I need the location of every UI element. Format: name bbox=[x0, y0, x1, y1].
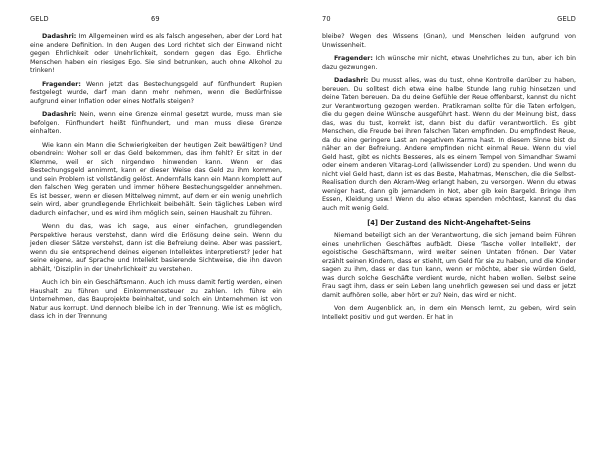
paragraph-text: Niemand beteiligt sich an der Verantwortung, die sich jemand beim Führen eines unehrlichen Geschäftes aufbädt. Diese 'Tasche voller Intellekt', der egoistische Geschäftsmann, wird weiter seinen Untaten frönen. Der Vater erzählt seinen Kindern, dass er stiehlt, um Geld für sie zu haben, und die Kinder sagen zu ihm, dass er das tun kann, wenn er möchte, aber sie würden Geld, was durch solche Geschäfte verdient wurde, nicht haben wollen. Selbst seine Frau sagt ihm, dass er sein Leben lang unehrlich gewesen sei und dass er jetzt damit aufhören solle, aber hört er zu? Nein, das wird er nicht. bbox=[322, 232, 576, 299]
paragraph-text: Wie kann ein Mann die Schwierigkeiten der heutigen Zeit bewältigen? Und obendrein: Woher soll er das Geld bekommen, das ihm fehlt? Er sitzt in der Klemme, weil er sich nirgendwo hinwenden kann. Wenn er das Bestechungsgeld annimmt, kann er dieser Weise das Geld zu ihm kommen, und sein Problem ist vollständig gelöst. Andernfalls kann ein Mann komplett auf den falschen Weg geraten und immer höhere Bestechungsgelder annehmen. Es ist besser, wenn er diesen Mittelweg nimmt, auf dem er ein wenig unehrlich sein wird, aber grundlegende Ehrlichkeit beibehält. Sein tägliches Leben wird dadurch einfacher, und es wird ihm möglich sein, seinen Haushalt zu führen. bbox=[30, 141, 282, 217]
speaker-label: Fragender: bbox=[42, 80, 81, 88]
paragraph bbox=[322, 77, 576, 213]
paragraph-text: bleibe? Wegen des Wissens (Gnan), und Menschen leiden aufgrund von Unwissenheit. bbox=[322, 33, 576, 49]
paragraph-text: Wenn du das, was ich sage, aus einer einfachen, grundlegenden Perspektive heraus verstehst, dann wird die Erlösung deine sein. Wenn du jeden dieser Sätze verstehst, dann ist die Befreiung deine. Aber was passiert, wenn du sie entsprechend deines eigenen Intellektes interpretierst? Jeder hat seine eigene, auf Sprache und Intellekt basierende Sichtweise, die ihn davon abhält, 'Disziplin in der Unehrlichkeit' zu verstehen. bbox=[30, 223, 282, 273]
body-text bbox=[322, 33, 576, 322]
page-header bbox=[322, 15, 576, 23]
speaker-label: Dadashri: bbox=[42, 111, 77, 118]
paragraph-text: Von dem Augenblick an, in dem ein Mensch lernt, zu geben, wird sein Intellekt positiv und gut werden. Er hat in bbox=[322, 305, 576, 321]
paragraph-text: Im Allgemeinen wird es als falsch angesehen, aber der Lord hat eine andere Definition. In den Augen des Lord richtet sich der Einwand nicht gegen Ehrlichkeit oder Unehrlichkeit, sondern gegen das Ego. Ehrliche Menschen haben ein riesiges Ego. Sie sind betrunken, auch ohne Alkohol zu trinken! bbox=[30, 33, 282, 74]
page-header bbox=[30, 15, 282, 23]
paragraph bbox=[322, 232, 576, 300]
paragraph bbox=[322, 305, 576, 322]
paragraph bbox=[322, 55, 576, 72]
paragraph bbox=[30, 142, 282, 219]
paragraph-text: Ich wünsche mir nicht, etwas Unehrliches zu tun, aber ich bin dazu gezwungen. bbox=[322, 55, 576, 71]
body-text bbox=[30, 33, 282, 322]
running-head: GELD bbox=[557, 15, 576, 23]
paragraph bbox=[30, 111, 282, 137]
paragraph bbox=[322, 33, 576, 50]
paragraph bbox=[30, 33, 282, 76]
speaker-label: Fragender: bbox=[334, 55, 373, 62]
paragraph-text: Du musst alles, was du tust, ohne Kontrolle darüber zu haben, bereuen. Du solltest dich etwa eine halbe Stunde lang ruhig hinsetzen und deine Taten bereuen. Da du deine Gefühle der Reue offenbarst, kannst du nicht zur Verantwortung gezogen werden. Pratikraman sollte für die Taten erfolgen, die du gegen deine Wünsche ausgeführt hast. Wenn du der Meinung bist, dass das, was du tust, korrekt ist, dann bist du dafür verantwortlich. Es gibt Menschen, die Freude bei ihren falschen Taten empfinden. Du empfindest Reue, da du eine geringere Last an negativem Karma hast. In diesem Sinne bist du näher an der Befreiung. Andere empfinden nicht einmal Reue. Wenn du viel Geld hast, gibt es nichts Besseres, als es einem Tempel von Simandhar Swami oder einem anderen Vitarag-Lord (allwissender Lord) zu spenden. Und wenn du nicht viel Geld hast, dann ist es das Beste, Mahatmas, Menschen, die die Selbst-Realisation durch den Akram-Weg erlangt haben, zu versorgen. Wenn du etwas weniger hast, dann gib jemandem in Not, aber gib kein Bargeld. Bringe ihm Essen, Kleidung usw.! Wenn du also etwas spenden möchtest, kannst du das auch mit wenig Geld. bbox=[322, 77, 576, 212]
speaker-label: Dadashri: bbox=[334, 77, 369, 84]
paragraph-text: Nein, wenn eine Grenze einmal gesetzt wurde, muss man sie befolgen. Fünfhundert heißt fünfhundert, und man muss diese Grenze einhalten. bbox=[30, 111, 282, 135]
running-head: GELD bbox=[30, 15, 49, 23]
paragraph bbox=[30, 81, 282, 107]
paragraph bbox=[30, 279, 282, 322]
section-heading: [4] Der Zustand des Nicht-Angehaftet-Seins bbox=[367, 219, 531, 227]
page-number: 69 bbox=[151, 15, 160, 23]
page-number: 70 bbox=[322, 15, 331, 23]
paragraph-text: Wenn jetzt das Bestechungsgeld auf fünfhundert Rupien festgelegt wurde, darf man dann mehr nehmen, wenn die Bedürfnisse aufgrund einer Inflation oder eines Notfalls steigen? bbox=[30, 80, 282, 105]
speaker-label: Dadashri: bbox=[42, 33, 77, 40]
paragraph bbox=[30, 223, 282, 274]
paragraph-text: Auch ich bin ein Geschäftsmann. Auch ich muss damit fertig werden, einen Haushalt zu führen und Einkommenssteuer zu zahlen. Ich führe ein Unternehmen, das Bauprojekte beinhaltet, und solch ein Unternehmen ist von Natur aus korrupt. Und dennoch bleibe ich in der Trennung. Wie ist es möglich, dass ich in der Trennung bbox=[30, 279, 282, 320]
right-page bbox=[300, 0, 600, 465]
